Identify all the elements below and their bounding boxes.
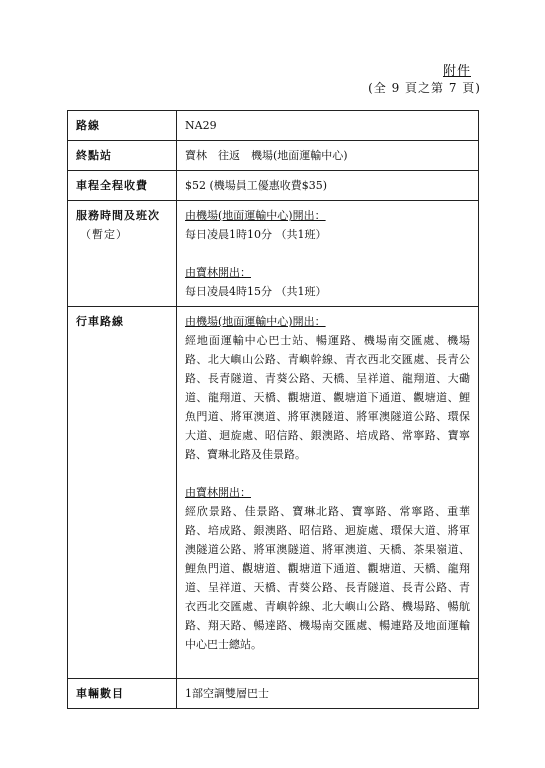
page-number-note: (全 9 頁之第 7 頁) <box>368 81 481 95</box>
service-airport-time: 每日凌晨1時10分 （共1班） <box>185 228 327 241</box>
spacer <box>185 244 470 263</box>
route-value: NA29 <box>177 111 479 141</box>
terminal-label: 終點站 <box>68 141 177 171</box>
terminal-value: 寶林 往返 機場(地面運輸中心) <box>177 141 479 171</box>
spacer <box>185 464 470 483</box>
table-row-terminal <box>68 141 479 171</box>
fare-value: $52 (機場員工優惠收費$35) <box>177 171 479 201</box>
routing-airport-text: 經地面運輸中心巴士站、暢運路、機場南交匯處、機場路、北大嶼山公路、青嶼幹線、青衣西北交匯處、長青公路、長青隧道、青葵公路、天橋、呈祥道、龍翔道、大磡道、龍翔道、天橋、觀塘道、觀塘道下通道、觀塘道、鯉魚門道、將軍澳道、將軍澳隧道、將軍澳隧道公路、環保大道、迴旋處、昭信路、銀澳路、培成路、常寧路、寶寧路、寶琳北路及佳景路。 <box>185 334 470 461</box>
service-polam-time: 每日凌晨4時15分 （共1班） <box>185 285 327 298</box>
table-row-routing <box>68 307 479 679</box>
routing-label: 行車路線 <box>68 307 177 679</box>
vehicles-value: 1部空調雙層巴士 <box>177 679 479 709</box>
service-airport-heading: 由機場(地面運輸中心)開出： <box>185 209 326 222</box>
routing-value-cell <box>177 307 479 679</box>
service-label-cell <box>68 201 177 307</box>
routing-airport-heading: 由機場(地面運輸中心)開出： <box>185 315 326 328</box>
service-label-provisional: （暫定） <box>80 228 128 241</box>
route-label: 路線 <box>68 111 177 141</box>
spacer <box>185 654 470 673</box>
table-row-fare <box>68 171 479 201</box>
vehicles-label: 車輛數目 <box>68 679 177 709</box>
table-row-vehicles <box>68 679 479 709</box>
annex-title: 附件 <box>442 64 471 79</box>
service-label: 服務時間及班次 <box>76 209 160 222</box>
route-details-table <box>67 110 479 709</box>
table-row-route <box>68 111 479 141</box>
routing-polam-text: 經欣景路、佳景路、寶琳北路、寶寧路、常寧路、重華路、培成路、銀澳路、昭信路、迴旋處、環保大道、將軍澳隧道公路、將軍澳隧道、將軍澳道、天橋、茶果嶺道、鯉魚門道、觀塘道、觀塘道下通道、觀塘道、天橋、龍翔道、呈祥道、天橋、青葵公路、長青隧道、長青公路、青衣西北交匯處、青嶼幹線、北大嶼山公路、機場路、暢航路、翔天路、暢達路、機場南交匯處、暢連路及地面運輸中心巴士總站。 <box>185 505 470 651</box>
routing-polam-heading: 由寶林開出： <box>185 486 251 499</box>
service-polam-heading: 由寶林開出： <box>185 266 251 279</box>
table-row-service <box>68 201 479 307</box>
fare-label: 車程全程收費 <box>68 171 177 201</box>
service-value-cell <box>177 201 479 307</box>
